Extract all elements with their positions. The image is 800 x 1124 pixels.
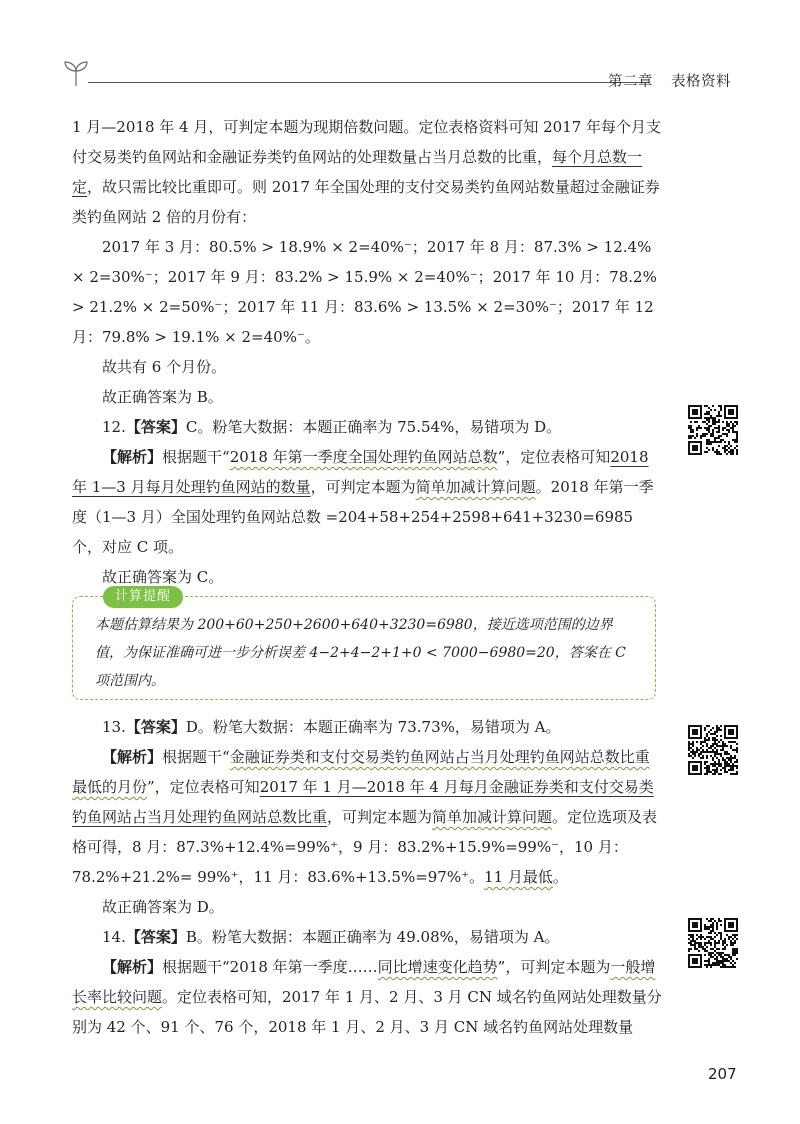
header-rule <box>88 82 650 83</box>
paragraph-q11-answer: 故正确答案为 B。 <box>102 388 223 406</box>
q14-analysis: 【解析】根据题干“2018 年第一季度……同比增速变化趋势”，可判定本题为一般增长率比较问题。定位表格可知，2017 年 1 月、2 月、3 月 CN 域名钓鱼网站处理数量分别为 42 个、91 个、76 个，2018 年 1 月、2 月、3 月 CN 域名钓鱼网站处理数量 <box>72 958 662 1036</box>
q13-final-answer: 故正确答案为 D。 <box>102 898 224 916</box>
qr-code-q13[interactable] <box>688 725 738 775</box>
chapter-section: 表格资料 <box>671 74 731 90</box>
calc-tip-label: 计算提醒 <box>103 586 183 608</box>
page-number: 207 <box>708 1065 737 1083</box>
q12-final-answer: 故正确答案为 C。 <box>102 568 224 586</box>
calc-tip-text: 本题估算结果为 200+60+250+2600+640+3230=6980，接近选项范围的边界值，为保证准确可进一步分析误差 4−2+4−2+1+0 < 7000−6980=20，答案在 C 项范围内。 <box>95 617 626 689</box>
qr-code-icon <box>688 405 738 455</box>
paragraph-q11-analysis: 1 月—2018 年 4 月，可判定本题为现期倍数问题。定位表格资料可知 2017 年每个月支付交易类钓鱼网站和金融证券类钓鱼网站的处理数量占当月总数的比重，每个月总数一定，故只需比较比重即可。则 2017 年全国处理的支付交易类钓鱼网站数量超过金融证券类钓鱼网站 2 倍的月份有： <box>72 118 662 226</box>
qr-code-q14[interactable] <box>688 918 738 968</box>
calc-tip-box <box>72 589 656 700</box>
paragraph-total-months: 故共有 6 个月份。 <box>102 358 227 376</box>
qr-code-icon <box>688 918 738 968</box>
q12-analysis: 【解析】根据题干“2018 年第一季度全国处理钓鱼网站总数”，定位表格可知2018 年 1—3 月每月处理钓鱼网站的数量，可判定本题为简单加减计算问题。2018 年第一季度（1—3 月）全国处理钓鱼网站总数 =204+58+254+2598+641+3230=6985 个，对应 C 项。 <box>72 448 654 556</box>
paragraph-q11-calc: 2017 年 3 月：80.5% > 18.9% × 2=40%⁻；2017 年 8 月：87.3% > 12.4% × 2=30%⁻；2017 年 9 月：83.2% > 15.9% × 2=40%⁻；2017 年 10 月：78.2% > 21.2% × 2=50%⁻；2017 年 11 月：83.6% > 13.5% × 2=30%⁻；2017 年 12 月：79.8% > 19.1% × 2=40%⁻。 <box>72 238 657 346</box>
page-content <box>72 112 664 592</box>
chapter-title <box>608 70 731 91</box>
q14-answer-line: 14.【答案】B。粉笔大数据：本题正确率为 49.08%，易错项为 A。 <box>102 928 560 946</box>
page-content-lower <box>72 712 664 1042</box>
q13-analysis: 【解析】根据题干“金融证券类和支付交易类钓鱼网站占当月处理钓鱼网站总数比重最低的月份”，定位表格可知2017 年 1 月—2018 年 4 月每月金融证券类和支付交易类钓鱼网站占当月处理钓鱼网站总数比重，可判定本题为简单加减计算问题。定位选项及表格可得，8 月：87.3%+12.4%=99%⁺，9 月：83.2%+15.9%=99%⁻，10 月：78.2%+21.2%= 99%⁺，11 月：83.6%+13.5%=97%⁺。11 月最低。 <box>72 748 658 886</box>
qr-code-q12[interactable] <box>688 405 738 455</box>
qr-code-icon <box>688 725 738 775</box>
page-header <box>60 58 750 98</box>
sprout-icon <box>60 58 92 88</box>
q13-answer-line: 13.【答案】D。粉笔大数据：本题正确率为 73.73%，易错项为 A。 <box>102 718 561 736</box>
q12-answer-line: 12.【答案】C。粉笔大数据：本题正确率为 75.54%，易错项为 D。 <box>102 418 562 436</box>
chapter-number: 第二章 <box>608 74 653 90</box>
